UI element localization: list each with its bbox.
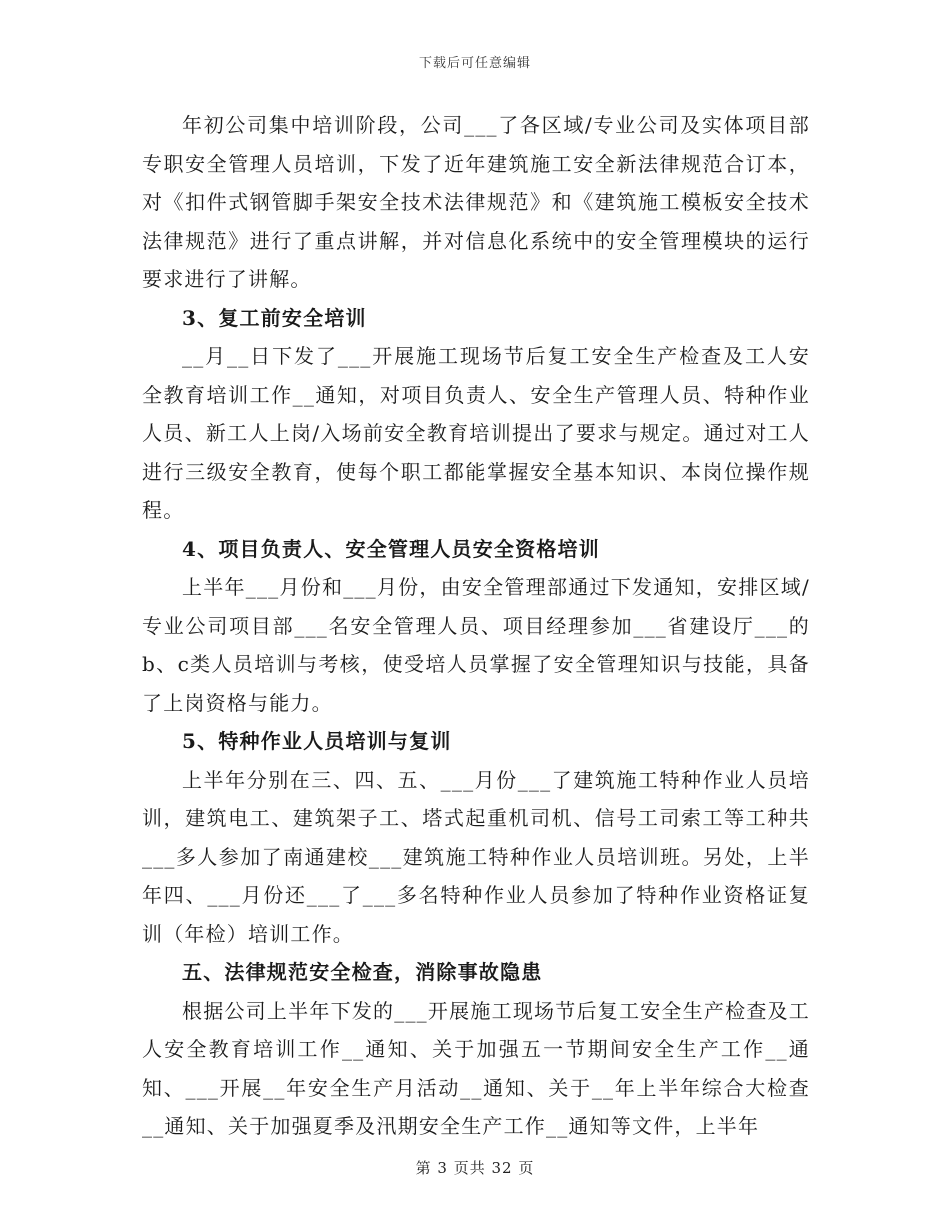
document-body [142,106,810,1146]
page-footer: 第 3 页共 32 页 [415,1159,535,1177]
paragraph-special-operations-training: 上半年分别在三、四、五、___月份___了建筑施工特种作业人员培训，建筑电工、建筑架子工、塔式起重机司机、信号工司索工等工种共___多人参加了南通建校___建筑施工特种作业人员培训班。另处，上半年四、___月份还___了___多名特种作业人员参加了特种作业资格证复训（年检）培训工作。 [142,767,810,946]
paragraph-resumption-training: __月__日下发了___开展施工现场节后复工安全生产检查及工人安全教育培训工作__通知，对项目负责人、安全生产管理人员、特种作业人员、新工人上岗/入场前安全教育培训提出了要求与规定。通过对工人进行三级安全教育，使每个职工都能掌握安全基本知识、本岗位操作规程。 [142,344,810,522]
page-header: 下载后可任意编辑 [418,56,531,71]
paragraph-safety-inspection: 根据公司上半年下发的___开展施工现场节后复工安全生产检查及工人安全教育培训工作__通知、关于加强五一节期间安全生产工作__通知、___开展__年安全生产月活动__通知、关于__年上半年综合大检查__通知、关于加强夏季及汛期安全生产工作__通知等文件，上半年 [142,998,810,1138]
section-heading-3: 3、复工前安全培训 [182,305,367,330]
paragraph-intro-training: 年初公司集中培训阶段，公司___了各区域/专业公司及实体项目部专职安全管理人员培训，下发了近年建筑施工安全新法律规范合订本，对《扣件式钢管脚手架安全技术法律规范》和《建筑施工模板安全技术法律规范》进行了重点讲解，并对信息化系统中的安全管理模块的运行要求进行了讲解。 [142,113,810,291]
section-heading-five: 五、法律规范安全检查，消除事故隐患 [182,960,543,984]
paragraph-qualification-training: 上半年___月份和___月份，由安全管理部通过下发通知，安排区域/专业公司项目部___名安全管理人员、项目经理参加___省建设厅___的b、c类人员培训与考核，使受培人员掌握了安全管理知识与技能，具备了上岗资格与能力。 [142,575,810,715]
section-heading-5: 5、特种作业人员培训与复训 [182,729,452,753]
section-heading-4: 4、项目负责人、安全管理人员安全资格培训 [182,536,600,561]
